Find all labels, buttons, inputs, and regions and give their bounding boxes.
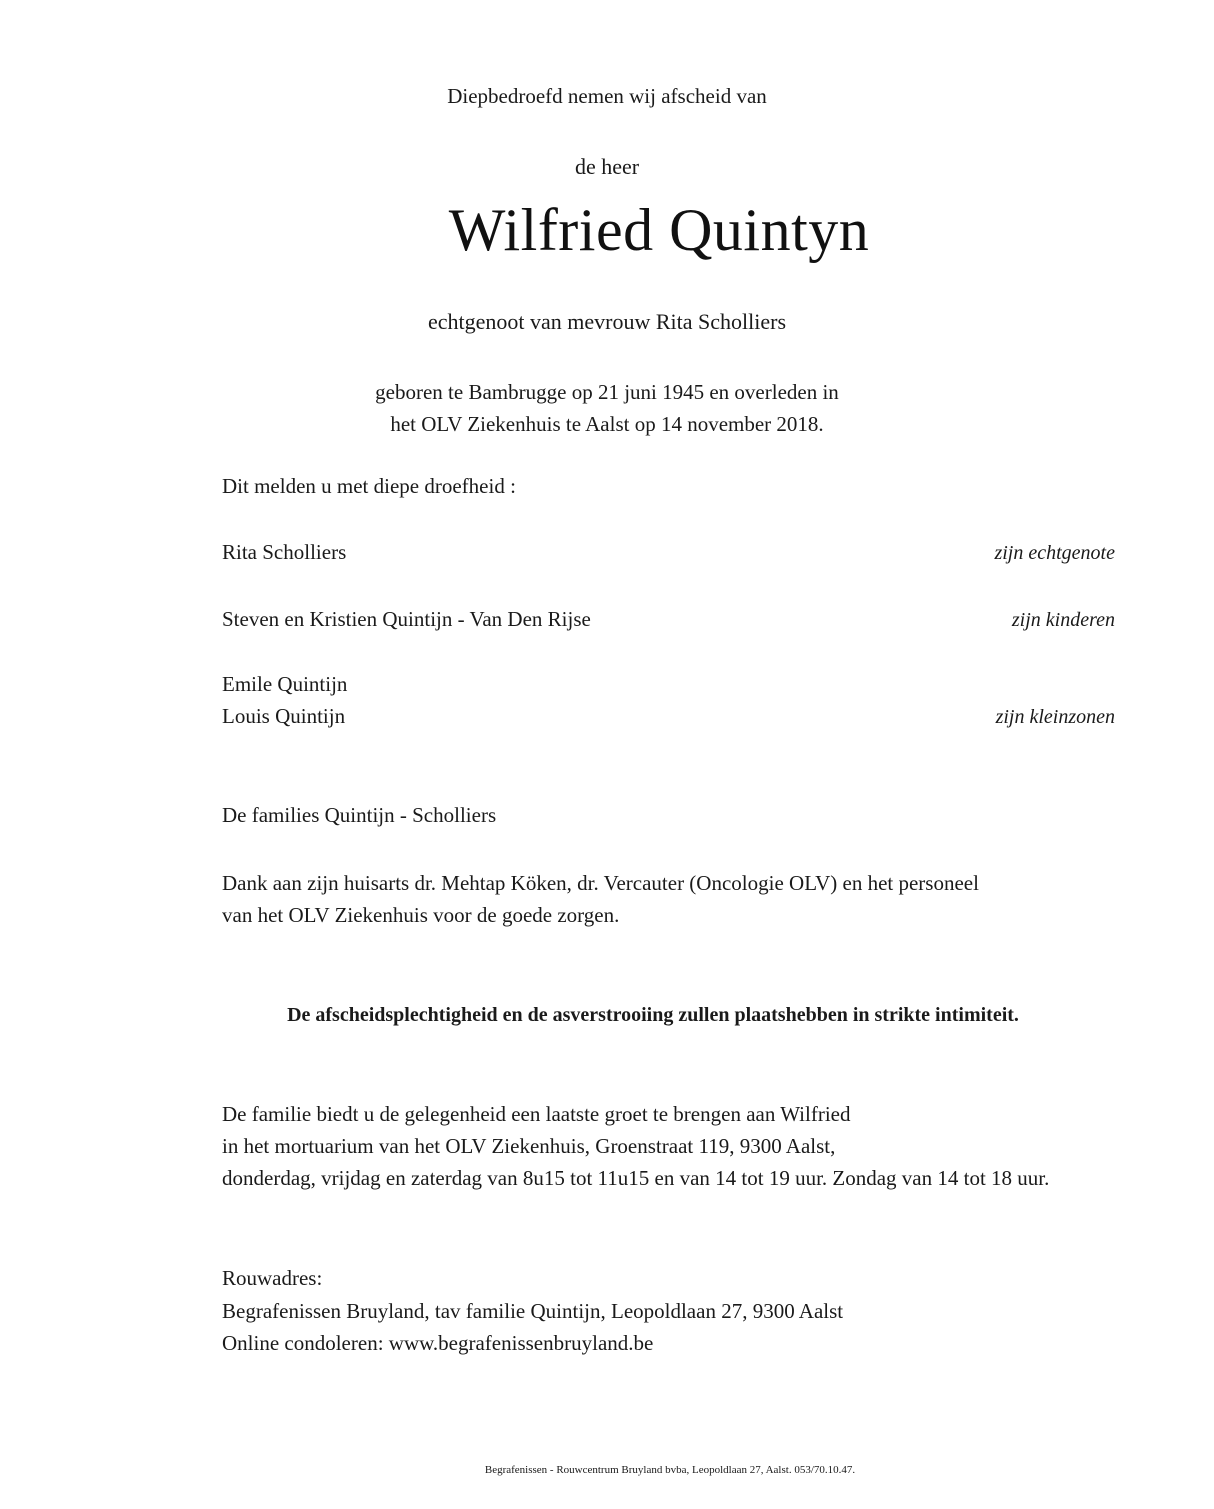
mourner-name: Rita Scholliers: [222, 540, 347, 564]
mourner-name: Emile Quintijn: [222, 672, 348, 696]
footer-imprint: Begrafenissen - Rouwcentrum Bruyland bvba, Leopoldlaan 27, Aalst. 053/70.10.47.: [484, 1464, 856, 1476]
visitation-line-3: donderdag, vrijdag en zaterdag van 8u15 tot 11u15 en van 14 tot 19 uur. Zondag van 14 tot 18 uur.: [222, 1166, 1050, 1190]
address-label: Rouwadres:: [222, 1266, 323, 1290]
mourner-role: zijn kleinzonen: [995, 706, 1115, 728]
ceremony-notice: De afscheidsplechtigheid en de asverstrooiing zullen plaatshebben in strikte intimiteit.: [287, 1004, 1019, 1026]
deceased-name: Wilfried Quintyn: [448, 197, 870, 263]
thanks-line-2: van het OLV Ziekenhuis voor de goede zorgen.: [222, 903, 620, 927]
mourner-role: zijn kinderen: [1011, 609, 1115, 631]
online-condolence: Online condoleren: www.begrafenissenbruyland.be: [222, 1331, 654, 1355]
mourner-name: Louis Quintijn: [222, 704, 346, 728]
visitation-line-2: in het mortuarium van het OLV Ziekenhuis, Groenstraat 119, 9300 Aalst,: [222, 1134, 836, 1158]
mourner-name: Steven en Kristien Quintijn - Van Den Rijse: [222, 607, 591, 631]
visitation-line-1: De familie biedt u de gelegenheid een laatste groet te brengen aan Wilfried: [222, 1102, 851, 1126]
intro-line: Diepbedroefd nemen wij afscheid van: [447, 84, 767, 108]
salutation: de heer: [574, 154, 640, 179]
families-line: De families Quintijn - Scholliers: [222, 803, 497, 827]
address-line: Begrafenissen Bruyland, tav familie Quintijn, Leopoldlaan 27, 9300 Aalst: [222, 1299, 844, 1323]
announce-line: Dit melden u met diepe droefheid :: [222, 474, 516, 498]
birth-death-line-1: geboren te Bambrugge op 21 juni 1945 en overleden in: [375, 380, 839, 404]
mourner-role: zijn echtgenote: [994, 542, 1115, 564]
birth-death-line-2: het OLV Ziekenhuis te Aalst op 14 november 2018.: [390, 412, 824, 436]
spouse-line: echtgenoot van mevrouw Rita Scholliers: [427, 309, 787, 334]
thanks-line-1: Dank aan zijn huisarts dr. Mehtap Köken, dr. Vercauter (Oncologie OLV) en het personeel: [222, 871, 979, 895]
